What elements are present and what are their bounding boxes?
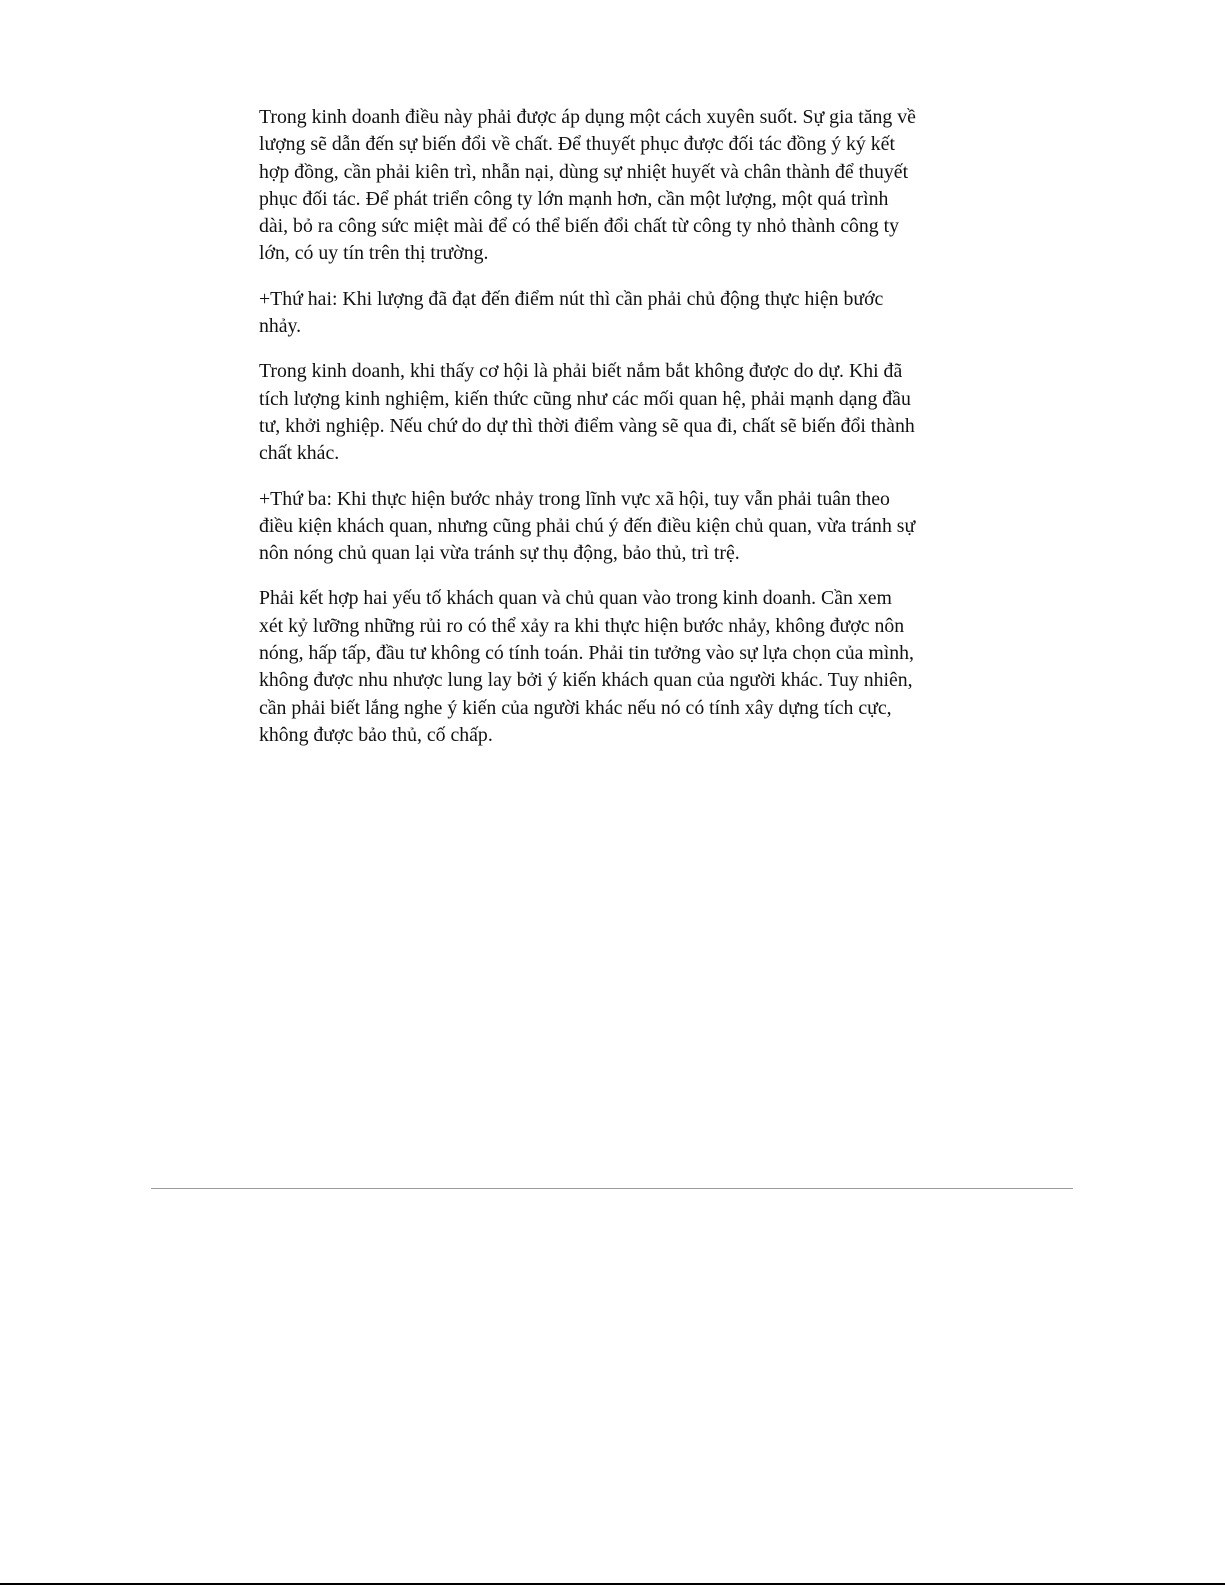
text-line: nôn nóng chủ quan lại vừa tránh sự thụ động, bảo thủ, trì trệ. (259, 542, 740, 565)
paragraph-1 (259, 104, 959, 268)
paragraph-3 (259, 358, 959, 467)
text-line: lớn, có uy tín trên thị trường. (259, 242, 489, 265)
text-line: lượng sẽ dẫn đến sự biến đổi về chất. Để thuyết phục được đối tác đồng ý ký kết (259, 133, 895, 156)
paragraph-4 (259, 486, 959, 568)
text-line: tư, khởi nghiệp. Nếu chứ do dự thì thời điểm vàng sẽ qua đi, chất sẽ biến đổi thành (259, 414, 915, 437)
text-line: không được nhu nhược lung lay bởi ý kiến khách quan của người khác. Tuy nhiên, (259, 669, 913, 692)
text-line: cần phải biết lắng nghe ý kiến của người khác nếu nó có tính xây dựng tích cực, (259, 696, 892, 719)
text-line: Trong kinh doanh điều này phải được áp dụng một cách xuyên suốt. Sự gia tăng về (259, 106, 916, 128)
text-line: điều kiện khách quan, nhưng cũng phải chú ý đến điều kiện chủ quan, vừa tránh sự (259, 514, 916, 537)
page-break-divider (151, 1188, 1073, 1189)
text-line: hợp đồng, cần phải kiên trì, nhẫn nại, dùng sự nhiệt huyết và chân thành để thuyết (259, 160, 909, 183)
paragraph-5 (259, 585, 959, 749)
paragraph-2 (259, 286, 959, 341)
text-line: nóng, hấp tấp, đầu tư không có tính toán. Phải tin tưởng vào sự lựa chọn của mình, (259, 642, 914, 665)
text-line: không được bảo thủ, cố chấp. (259, 723, 493, 746)
text-line: nhảy. (259, 315, 302, 338)
document-body (259, 104, 959, 767)
text-line: chất khác. (259, 442, 340, 465)
text-line: phục đối tác. Để phát triển công ty lớn mạnh hơn, cần một lượng, một quá trình (259, 187, 889, 210)
text-line: +Thứ ba: Khi thực hiện bước nhảy trong lĩnh vực xã hội, tuy vẫn phải tuân theo (259, 487, 890, 510)
text-line: Trong kinh doanh, khi thấy cơ hội là phải biết nắm bắt không được do dự. Khi đã (259, 360, 903, 383)
text-line: xét kỷ lưỡng những rủi ro có thể xảy ra khi thực hiện bước nhảy, không được nôn (259, 614, 905, 637)
text-line: +Thứ hai: Khi lượng đã đạt đến điểm nút thì cần phải chủ động thực hiện bước (259, 287, 884, 310)
text-line: dài, bỏ ra công sức miệt mài để có thể biến đổi chất từ công ty nhỏ thành công ty (259, 215, 899, 238)
text-line: tích lượng kinh nghiệm, kiến thức cũng như các mối quan hệ, phải mạnh dạng đầu (259, 387, 911, 410)
text-line: Phải kết hợp hai yếu tố khách quan và chủ quan vào trong kinh doanh. Cần xem (259, 587, 892, 610)
